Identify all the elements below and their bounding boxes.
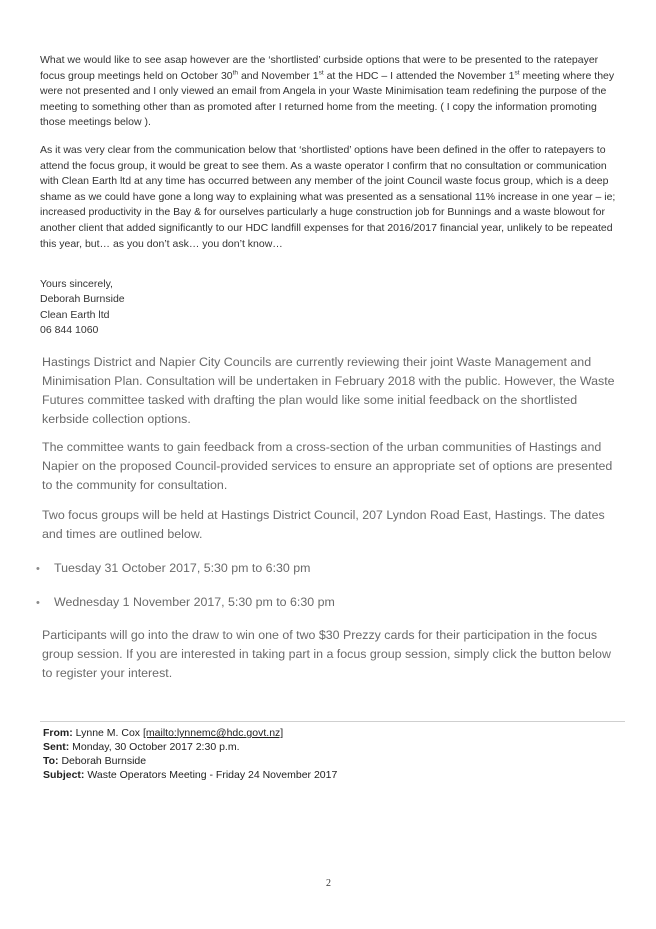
letter-text: What we would like to see asap however are the ‘shortlisted’ curbside options that were to be presented to the ratepayer focus group meetings held on October 30 xyxy=(40,54,599,82)
signature-block xyxy=(40,277,125,339)
quoted-text: Hastings District and Napier City Councils are currently reviewing their joint Waste Management and Minimisation Plan. Consultation will be undertaken in February 2018 with the public. However, the Waste Futures committee tasked with drafting the plan would like some initial feedback on the shortlisted kerbside collection options. xyxy=(42,355,615,426)
letter-paragraph-2 xyxy=(40,143,620,252)
session-text: Wednesday 1 November 2017, 5:30 pm to 6:30 pm xyxy=(54,595,335,609)
sent-value: Monday, 30 October 2017 2:30 p.m. xyxy=(72,741,240,753)
ordinal-suffix: th xyxy=(232,69,239,77)
quoted-text: The committee wants to gain feedback from a cross-section of the urban communities of Hastings and Napier on the proposed Council-provided services to ensure an appropriate set of options are presented to the community for consultation. xyxy=(42,440,613,492)
quoted-paragraph-2 xyxy=(42,438,622,495)
quoted-paragraph-1 xyxy=(42,353,622,429)
quoted-paragraph-4 xyxy=(42,626,622,683)
ordinal-suffix: st xyxy=(514,69,520,77)
signer-company: Clean Earth ltd xyxy=(40,308,110,321)
letter-text: meeting where they were not presented and I only viewed an email from Angela in your Waste Minimisation team redefining the purpose of the meeting to something other than as promoted after I returned home from the meeting. ( I copy the information promoting those meetings below ). xyxy=(40,69,615,129)
email-header xyxy=(43,726,337,782)
signer-phone: 06 844 1060 xyxy=(40,324,99,337)
subject-label: Subject: xyxy=(43,769,85,781)
from-line xyxy=(43,726,337,740)
from-label: From: xyxy=(43,727,73,739)
letter-text: at the HDC – I attended the November 1 xyxy=(323,69,515,82)
sent-line xyxy=(43,740,337,754)
bullet-icon: • xyxy=(36,563,40,575)
quoted-text: Two focus groups will be held at Hastings District Council, 207 Lyndon Road East, Hastings. The dates and times are outlined below. xyxy=(42,508,605,541)
mailto-link[interactable]: [mailto:lynnemc@hdc.govt.nz] xyxy=(142,727,284,739)
email-divider xyxy=(40,721,625,722)
letter-text: As it was very clear from the communication below that ‘shortlisted’ options have been defined in the offer to ratepayers to attend the focus group, it would be great to see them. As a waste operator I confirm that no consultation or communication with Clean Earth ltd at any time has occurred between any member of the joint Council waste focus group, which is a deep shame as we could have gone a long way to explaining what was presented as a sensational 11% increase in one year – ie; increased productivity in the Bay & for ourselves particularly a huge construction job for Bunnings and a waste blowout for another client that added significantly to our HDC landfill expenses for that 2016/2017 financial year, unlikely to be repeated this year, but… as you don’t ask… you don’t know… xyxy=(40,144,616,250)
subject-value: Waste Operators Meeting - Friday 24 November 2017 xyxy=(87,769,338,781)
from-value: Lynne M. Cox xyxy=(75,727,141,739)
to-value: Deborah Burnside xyxy=(61,755,147,767)
to-line xyxy=(43,754,337,768)
subject-line xyxy=(43,768,337,782)
bullet-icon: • xyxy=(36,597,40,609)
quoted-paragraph-3 xyxy=(42,506,622,544)
quoted-text: Participants will go into the draw to win one of two $30 Prezzy cards for their participation in the focus group session. If you are interested in taking part in a focus group session, simply click the button below to register your interest. xyxy=(42,628,611,680)
signer-name: Deborah Burnside xyxy=(40,293,125,306)
letter-text: and November 1 xyxy=(238,69,319,82)
ordinal-suffix: st xyxy=(318,69,324,77)
sent-label: Sent: xyxy=(43,741,70,753)
to-label: To: xyxy=(43,755,59,767)
letter-paragraph-1 xyxy=(40,53,620,131)
page-number: 2 xyxy=(326,878,331,889)
session-text: Tuesday 31 October 2017, 5:30 pm to 6:30 pm xyxy=(54,561,311,575)
session-list-item xyxy=(36,593,335,613)
session-list-item xyxy=(36,559,310,579)
closing-line: Yours sincerely, xyxy=(40,278,113,290)
